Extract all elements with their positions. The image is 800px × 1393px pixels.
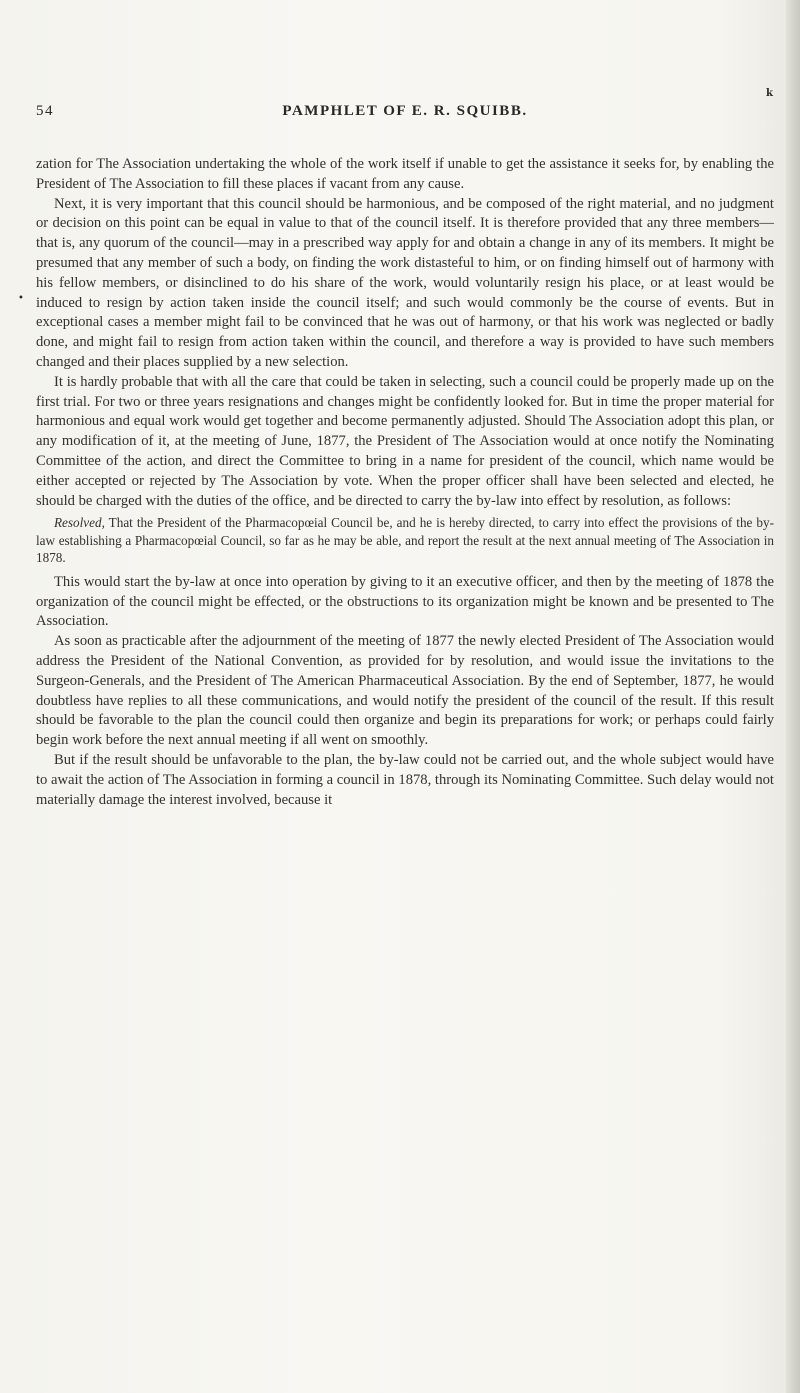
- page-edge-shadow: [786, 0, 800, 1393]
- page-number: 54: [36, 103, 54, 119]
- resolution-text: That the President of the Pharmacopœial Council be, and he is hereby directed, to carry into effect the provisions of the by-law establishing a Pharmacopœial Council, so far as he may be able, and report the result at the next annual meeting of The Association in 1878.: [36, 515, 774, 566]
- paragraph-2: Next, it is very important that this council should be harmonious, and be composed of the right material, and no judgment or decision on this point can be equal in value to that of the council itself. It is therefore provided that any three members—that is, any quorum of the council—may in a prescribed way apply for and obtain a change in any of its members. It might be presumed that any member of such a body, on finding the work distasteful to him, or on finding himself out of harmony with his fellow members, or disinclined to do his share of the work, would voluntarily resign his place, or at least would be induced to resign by action taken inside the council itself; and such would commonly be the course of events. But in exceptional cases a member might fail to be convinced that he was out of harmony, or that his work was neglected or badly done, and might fail to resign from action taken within the council, and therefore a way is provided to have such members changed and their places supplied by a new selection.: [36, 195, 774, 370]
- paragraph-5: As soon as practicable after the adjournment of the meeting of 1877 the newly elected President of The Association would address the President of the National Convention, as provided for by resolution, and would issue the invitations to the Surgeon-Generals, and the President of The American Pharmaceutical Association. By the end of September, 1877, he would doubtless have replies to all these communications, and would notify the president of the council of the result. If this result should be favorable to the plan the council could then organize and begin its preparations for work; or perhaps could fairly begin work before the next annual meeting if all went on smoothly.: [36, 633, 774, 749]
- page-header: [36, 103, 774, 127]
- resolution-block: [36, 514, 774, 567]
- corner-mark: k: [766, 88, 773, 99]
- resolution-label: Resolved,: [54, 515, 105, 531]
- paragraph-6: But if the result should be unfavorable to the plan, the by-law could not be carried out, and the whole subject would have to await the action of The Association in forming a council in 1878, through its Nominating Committee. Such delay would not materially damage the interest involved, because it: [36, 752, 774, 808]
- paragraph-3: It is hardly probable that with all the care that could be taken in selecting, such a council could be properly made up on the first trial. For two or three years resignations and changes might be confidently looked for. But in time the proper material for harmonious and equal work would get together and become permanently adjusted. Should The Association adopt this plan, or any modification of it, at the meeting of June, 1877, the President of The Association would at once notify the Nominating Committee of the action, and direct the Committee to bring in a name for president of the council, which name would be either accepted or rejected by The Association by vote. When the proper officer shall have been selected and elected, he should be charged with the duties of the office, and be directed to carry the by-law into effect by resolution, as follows:: [36, 373, 774, 509]
- paragraph-1: zation for The Association undertaking the whole of the work itself if unable to get the assistance it seeks for, by enabling the President of The Association to fill these places if vacant from any cause.: [36, 156, 774, 192]
- running-title: PAMPHLET OF E. R. SQUIBB.: [282, 103, 528, 119]
- paragraph-4: This would start the by-law at once into operation by giving to it an executive officer, and then by the meeting of 1878 the organization of the council might be effected, or the obstructions to its organization might be known and be presented to The Association.: [36, 573, 774, 630]
- margin-dot: •: [18, 293, 24, 304]
- page-body: [36, 155, 774, 810]
